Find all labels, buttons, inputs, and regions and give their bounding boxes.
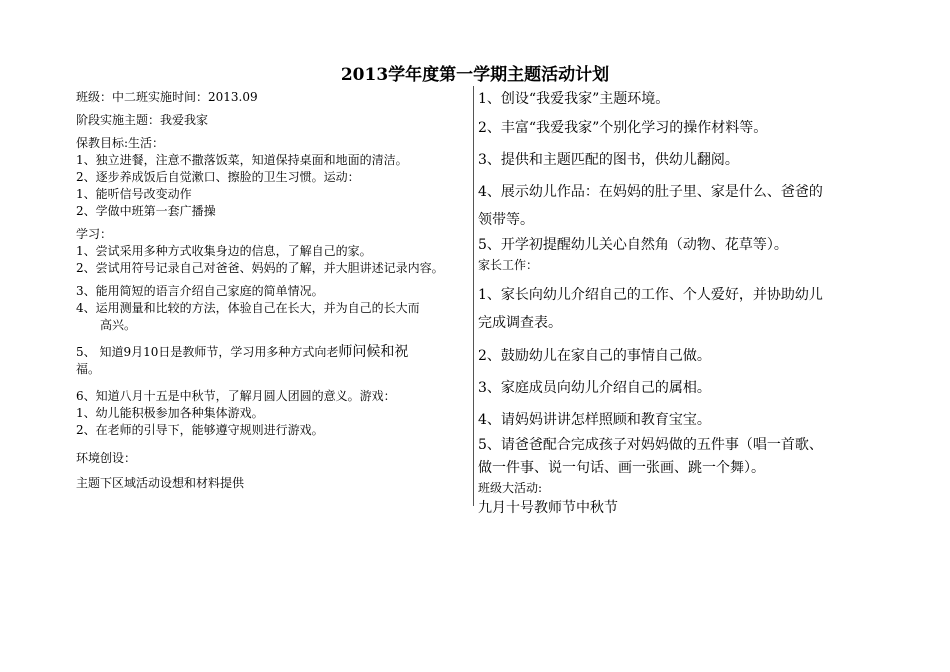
care-goal-header: 保教目标:生活：	[76, 136, 165, 150]
parent-item: 2、鼓励幼儿在家自己的事情自己做。	[478, 348, 711, 364]
event-text: 九月十号教师节中秋节	[478, 500, 618, 516]
life-item: 1、独立进餐，注意不撒落饭菜，知道保持桌面和地面的清洁。	[76, 153, 408, 167]
game-item: 1、幼儿能积极参加各种集体游戏。	[76, 406, 264, 420]
parent-item: 4、请妈妈讲讲怎样照顾和教育宝宝。	[478, 412, 711, 428]
study-item-5-text: 5、 知道9月10日是教师节，学习用多种方式向老	[76, 345, 339, 359]
study-item-5-emphasis: 师问候和祝	[338, 344, 409, 360]
document-title: 2013学年度第一学期主题活动计划	[340, 65, 610, 85]
env-item: 4、展示幼儿作品：在妈妈的肚子里、家是什么、爸爸的	[478, 184, 823, 200]
env-text: 主题下区域活动设想和材料提供	[76, 476, 245, 490]
right-column	[478, 88, 878, 519]
life-item: 2、逐步养成饭后自觉漱口、擦脸的卫生习惯。运动：	[76, 170, 360, 184]
motion-item: 2、学做中班第一套广播操	[76, 204, 216, 218]
parent-item-continuation: 完成调查表。	[478, 315, 562, 331]
left-column	[76, 89, 468, 493]
column-divider	[473, 86, 474, 506]
class-info: 班级：中二班实施时间：2013.09	[76, 90, 258, 104]
study-item-5-continuation: 福。	[76, 362, 101, 376]
parent-item-continuation: 做一件事、说一句话、画一张画、跳一个舞）。	[478, 460, 765, 476]
study-item-continuation: 高兴。	[100, 318, 137, 332]
env-item: 1、创设“我爱我家”主题环境。	[478, 91, 670, 107]
study-item-6: 6、知道八月十五是中秋节，了解月圆人团圆的意义。游戏：	[76, 389, 396, 403]
study-header: 学习：	[76, 227, 113, 241]
env-item: 5、开学初提醒幼儿关心自然角（动物、花草等）。	[478, 237, 788, 253]
env-item: 3、提供和主题匹配的图书，供幼儿翻阅。	[478, 152, 739, 168]
parent-header: 家长工作：	[478, 258, 539, 272]
game-item: 2、在老师的引导下，能够遵守规则进行游戏。	[76, 423, 324, 437]
study-item: 1、尝试采用多种方式收集身边的信息，了解自己的家。	[76, 244, 372, 258]
parent-item: 5、请爸爸配合完成孩子对妈妈做的五件事（唱一首歌、	[478, 437, 823, 453]
env-header: 环境创设：	[76, 451, 137, 465]
parent-item: 3、家庭成员向幼儿介绍自己的属相。	[478, 380, 711, 396]
study-item: 4、运用测量和比较的方法，体验自己在长大，并为自己的长大而	[76, 301, 420, 315]
study-item-5	[76, 344, 468, 361]
parent-item: 1、家长向幼儿介绍自己的工作、个人爱好，并协助幼儿	[478, 287, 823, 303]
motion-item: 1、能听信号改变动作	[76, 187, 192, 201]
stage-theme: 阶段实施主题：我爱我家	[76, 113, 209, 127]
env-item-continuation: 领带等。	[478, 212, 534, 228]
env-item: 2、丰富“我爱我家”个别化学习的操作材料等。	[478, 120, 768, 136]
study-item: 2、尝试用符号记录自己对爸爸、妈妈的了解，并大胆讲述记录内容。	[76, 261, 444, 275]
event-header: 班级大活动:	[478, 481, 543, 495]
study-item: 3、能用简短的语言介绍自己家庭的简单情况。	[76, 284, 324, 298]
